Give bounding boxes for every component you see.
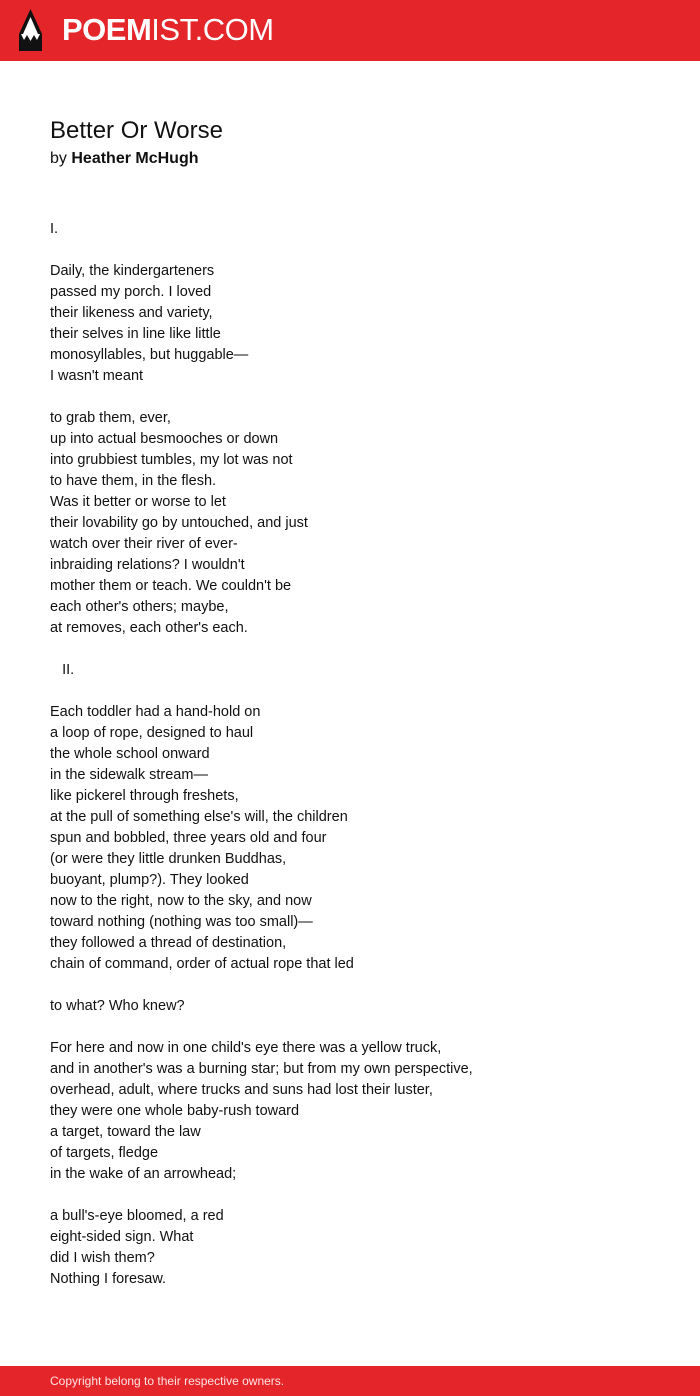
poem-line: passed my porch. I loved [50, 284, 212, 300]
poem-line: in the wake of an arrowhead; [50, 1166, 237, 1182]
poem-line: to grab them, ever, [50, 410, 171, 426]
poem-line: did I wish them? [50, 1250, 155, 1266]
poem-line: buoyant, plump?). They looked [50, 872, 249, 888]
poem-line: Was it better or worse to let [50, 494, 226, 510]
logo-bold-text: POEM [62, 12, 152, 47]
poem-line: to what? Who knew? [50, 998, 185, 1014]
poem-line: they were one whole baby-rush toward [50, 1103, 300, 1119]
poem-line [50, 387, 670, 408]
poem-line: overhead, adult, where trucks and suns had lost their luster, [50, 1082, 433, 1098]
poem-line: in the sidewalk stream— [50, 767, 208, 783]
poem-line: Nothing I foresaw. [50, 1271, 167, 1287]
poem-line: their likeness and variety, [50, 305, 213, 321]
poem-line [50, 639, 670, 660]
author-name[interactable]: Heather McHugh [71, 150, 199, 167]
site-header [0, 0, 700, 61]
poem-line: toward nothing (nothing was too small)— [50, 914, 313, 930]
by-label: by [50, 150, 67, 167]
poem-line: monosyllables, but huggable— [50, 347, 249, 363]
poem-line: at the pull of something else's will, the children [50, 809, 348, 825]
poem-line: I. [50, 221, 59, 237]
poem-line: chain of command, order of actual rope that led [50, 956, 354, 972]
poem-line: a bull's-eye bloomed, a red [50, 1208, 224, 1224]
poem-body [50, 219, 670, 1290]
poem-title: Better Or Worse [50, 117, 223, 144]
poem-line: of targets, fledge [50, 1145, 159, 1161]
poem-line: a target, toward the law [50, 1124, 201, 1140]
poem-line: For here and now in one child's eye there was a yellow truck, [50, 1040, 442, 1056]
poem-line: Each toddler had a hand-hold on [50, 704, 261, 720]
poem-line: a loop of rope, designed to haul [50, 725, 254, 741]
poem-line: their selves in line like little [50, 326, 221, 342]
poem-byline [50, 148, 198, 170]
poem-line: they followed a thread of destination, [50, 935, 287, 951]
poem-line: inbraiding relations? I wouldn't [50, 557, 245, 573]
poem-line: II. [50, 662, 75, 678]
poem-line: (or were they little drunken Buddhas, [50, 851, 287, 867]
poem-line: up into actual besmooches or down [50, 431, 279, 447]
poem-line: at removes, each other's each. [50, 620, 248, 636]
poem-line: like pickerel through freshets, [50, 788, 239, 804]
poem-line [50, 681, 670, 702]
poem-line: I wasn't meant [50, 368, 144, 384]
site-footer [0, 1366, 700, 1396]
poem-line [50, 1017, 670, 1038]
poem-line: now to the right, now to the sky, and now [50, 893, 312, 909]
poem-line: each other's others; maybe, [50, 599, 229, 615]
poem-line: the whole school onward [50, 746, 210, 762]
poem-line: spun and bobbled, three years old and four [50, 830, 327, 846]
poem-line [50, 975, 670, 996]
copyright-text: Copyright belong to their respective owners. [50, 1374, 285, 1388]
poem-line: their lovability go by untouched, and just [50, 515, 308, 531]
poem-line: eight-sided sign. What [50, 1229, 194, 1245]
pen-nib-icon[interactable] [17, 8, 44, 52]
poem-line [50, 240, 670, 261]
logo-light-text: IST.COM [151, 12, 274, 47]
poem-line: and in another's was a burning star; but from my own perspective, [50, 1061, 473, 1077]
poem-line: Daily, the kindergarteners [50, 263, 215, 279]
poem-line: watch over their river of ever- [50, 536, 238, 552]
poem-line [50, 1185, 670, 1206]
poem-line: mother them or teach. We couldn't be [50, 578, 292, 594]
poem-line: to have them, in the flesh. [50, 473, 217, 489]
site-logo[interactable] [62, 11, 274, 49]
poem-line: into grubbiest tumbles, my lot was not [50, 452, 293, 468]
